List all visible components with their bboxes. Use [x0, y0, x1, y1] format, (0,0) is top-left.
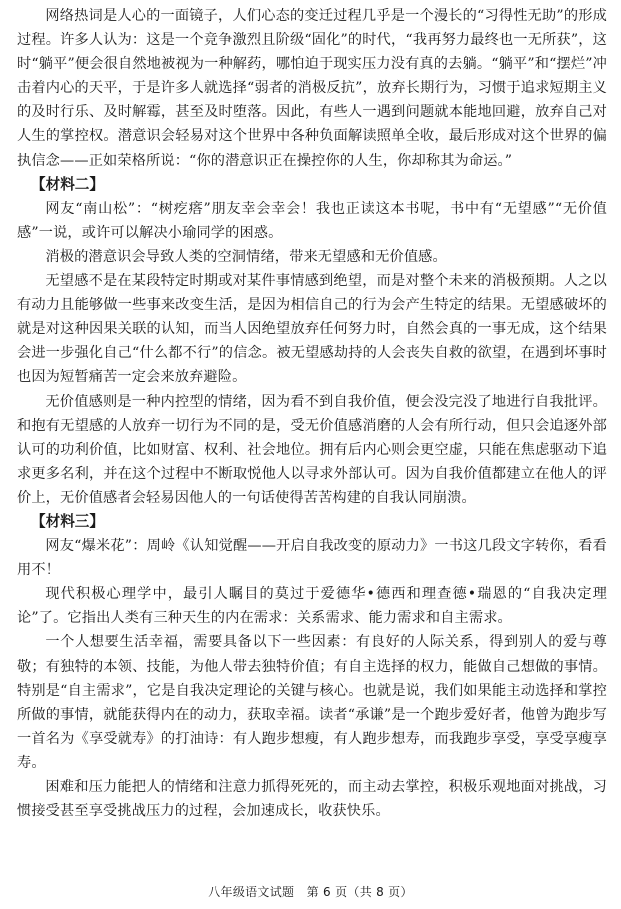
section-heading-material-2: 【材料二】	[31, 175, 104, 193]
paragraph-self-determination-theory: 现代积极心理学中，最引人瞩目的莫过于爱德华•德西和理查德•瑞恩的“自我决定理论”了。它指出人类有三种天生的内在需求：关系需求、能力需求和自主需求。	[17, 586, 607, 627]
section-heading-material-3: 【材料三】	[31, 512, 104, 530]
paragraph-intro: 网络热词是人心的一面镜子，人们心态的变迁过程几乎是一个漫长的“习得性无助”的形成过程。许多人认为：这是一个竞争激烈且阶级“固化”的时代，“我再努力最终也一无所获”，这时“躺平”便会很自然地被视为一种解药，哪怕迫于现实压力没有真的去躺。“躺平”和“摆烂”冲击着内心的天平，于是许多人就选择“弱者的消极反抗”，放弃长期行为，习惯于追求短期主义的及时行乐、及时解霉，甚至及时堕落。因此，有些人一遇到问题就本能地回避，放弃自己对人生的掌控权。潜意识会轻易对这个世界中各种负面解读照单全收，最后形成对这个世界的偏执信念——正如荣格所说：“你的潜意识正在操控你的人生，你却称其为命运。”	[17, 8, 607, 169]
paragraph-baomihua-post: 网友“爆米花”：周岭《认知觉醒——开启自我改变的原动力》一书这几段文字转你，看看用不！	[17, 538, 607, 579]
paragraph-happiness-factors: 一个人想要生活幸福，需要具备以下一些因素：有良好的人际关系，得到别人的爱与尊敬；有独特的本领、技能，为他人带去独特价值；有自主选择的权力，能做自己想做的事情。特别是“自主需求”，它是自我决定理论的关键与核心。也就是说，我们如果能主动选择和掌控所做的事情，就能获得内在的动力，获取幸福。读者“承谦”是一个跑步爱好者，他曾为跑步写一首名为《享受就寿》的打油诗：有人跑步想瘦，有人跑步想寿，而我跑步享受，享受享瘦享寿。	[17, 634, 607, 771]
paragraph-hopelessness: 无望感不是在某段特定时期或对某件事情感到绝望，而是对整个未来的消极预期。人之以有动力且能够做一些事来改变生活，是因为相信自己的行为会产生特定的结果。无望感破坏的就是对这种因果关联的认知，而当人因绝望放弃任何努力时，自然会真的一事无成，这个结果会进一步强化自己“什么都不行”的信念。被无望感劫持的人会丧失自救的欲望，在遇到坏事时也因为短暂痛苦一定会来放弃避险。	[17, 273, 607, 386]
page-footer: 八年级语文试题 第 6 页（共 8 页）	[208, 885, 413, 899]
paragraph-worthlessness: 无价值感则是一种内控型的情绪，因为看不到自我价值，便会没完没了地进行自我批评。和抱有无望感的人放弃一切行为不同的是，受无价值感消磨的人会有所行动，但只会追逐外部认可的功利价值，比如财富、权利、社会地位。拥有后内心则会更空虚，只能在焦虑驱动下追求更多名利，并在这个过程中不断取悦他人以寻求外部认可。因为自我价值都建立在他人的评价上，无价值感者会轻易因他人的一句话使得苦苦构建的自我认同崩溃。	[17, 393, 607, 506]
paragraph-nanshansong-post: 网友“南山松”：“树疙瘩”朋友幸会幸会！我也正读这本书呢，书中有“无望感”“无价值感”一说，或许可以解决小瑜同学的困惑。	[17, 200, 607, 241]
paragraph-negative-subconscious: 消极的潜意识会导致人类的空洞情绪，带来无望感和无价值感。	[45, 248, 447, 265]
document-page	[17, 4, 607, 864]
paragraph-conclusion: 困难和压力能把人的情绪和注意力抓得死死的，而主动去掌控，积极乐观地面对挑战，习惯接受甚至享受挑战压力的过程，会加速成长，收获快乐。	[17, 779, 607, 820]
